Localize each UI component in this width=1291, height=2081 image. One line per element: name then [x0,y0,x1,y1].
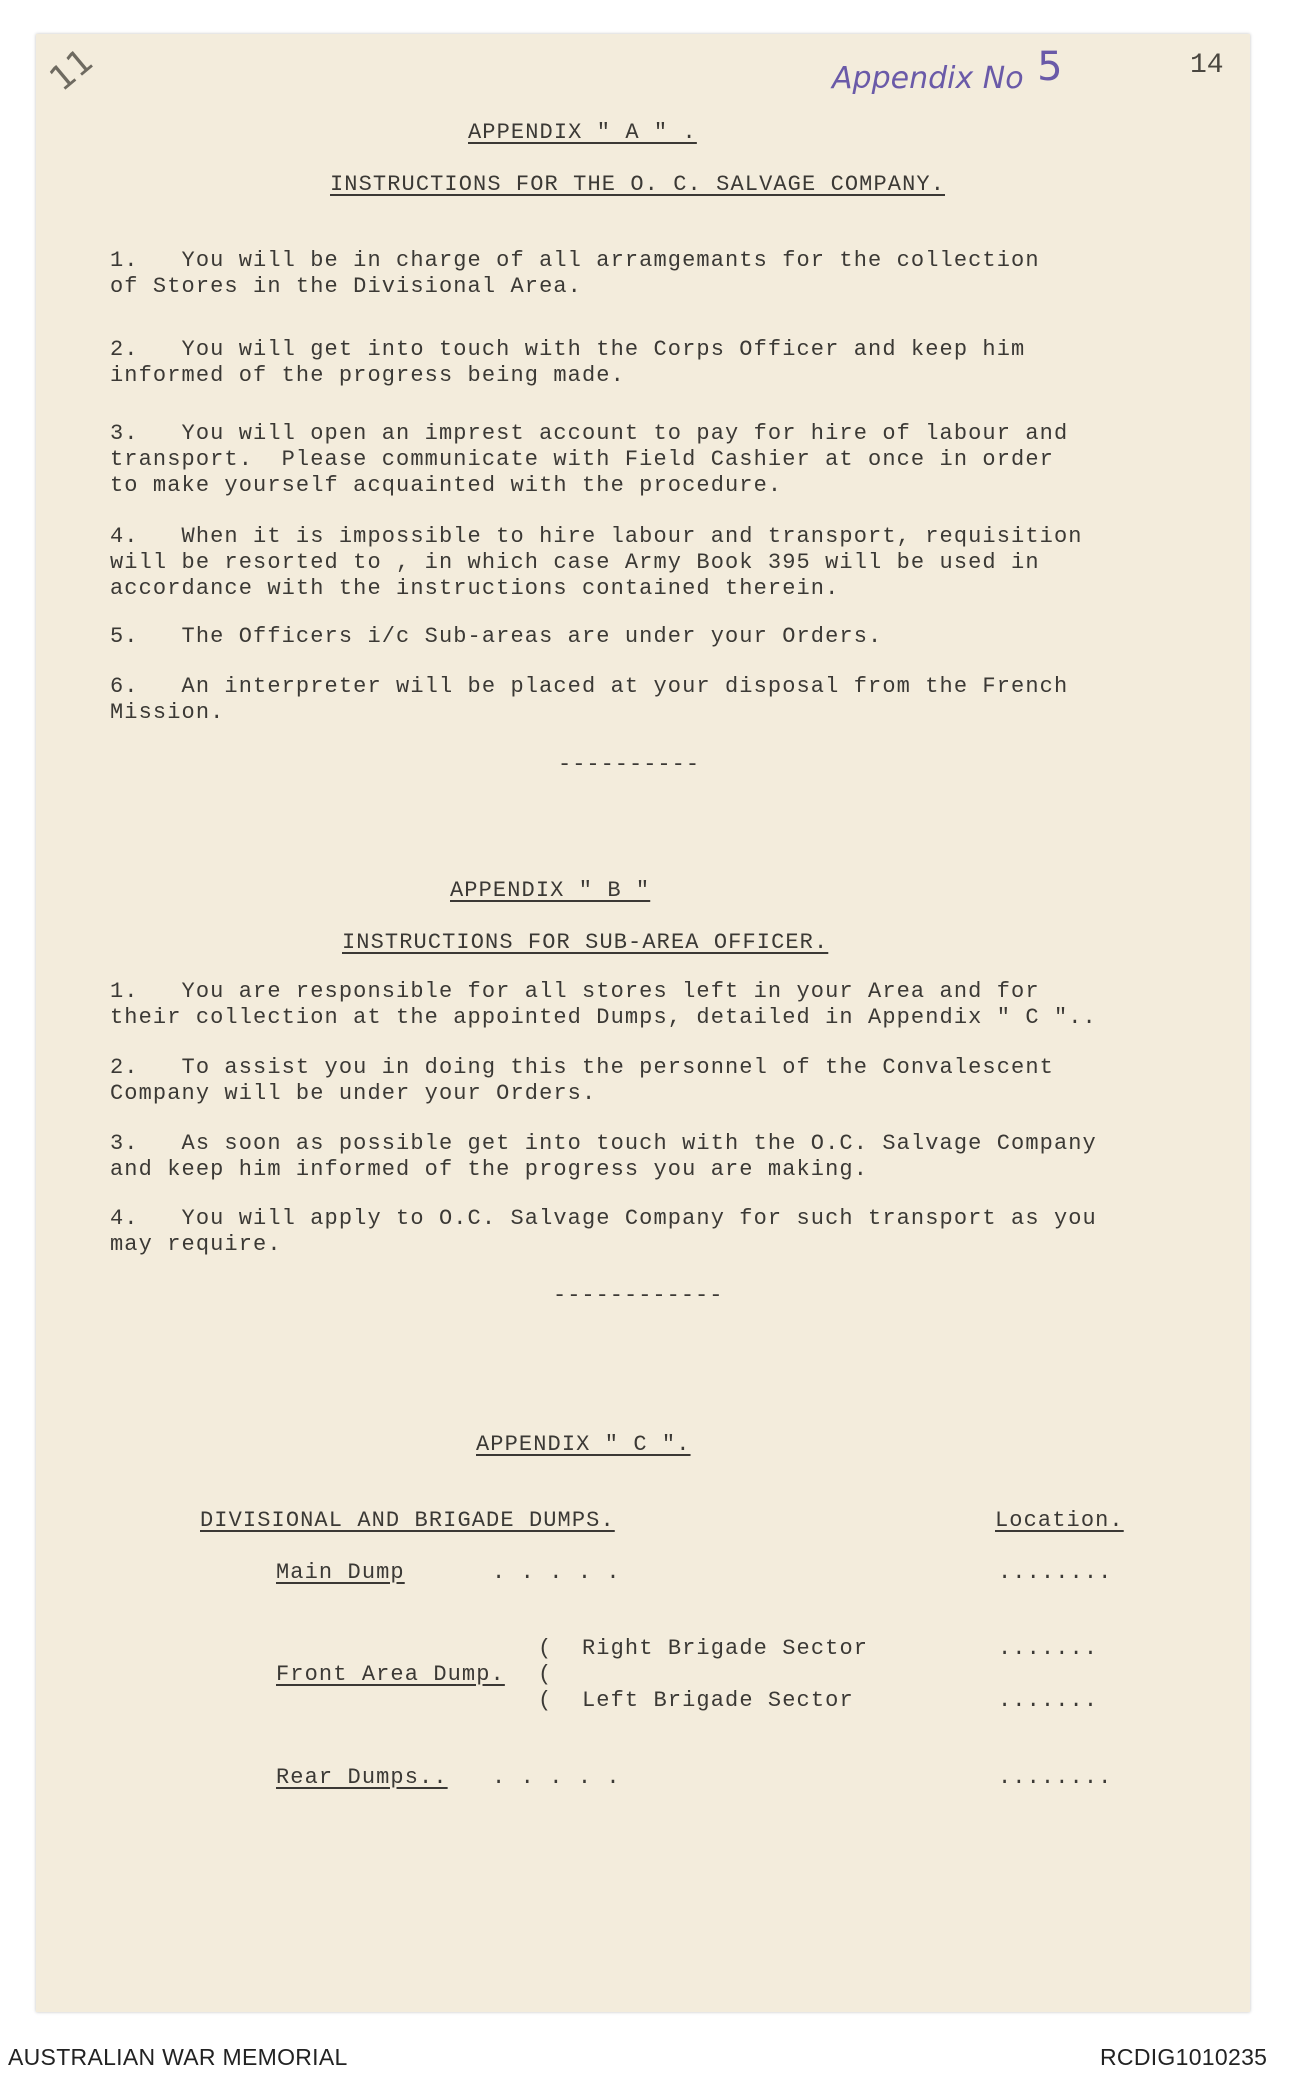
folio-pencil-number: 11 [42,40,102,100]
dumps-table-title: DIVISIONAL AND BRIGADE DUMPS. [200,1508,615,1533]
appendix-a-para-4: 4. When it is impossible to hire labour and transport, requisition will be resorted to , in which case Army Book 395 will be used in accordance with the instructions contained therein. [110,524,1083,601]
front-dump-left-sector: Left Brigade Sector [582,1688,854,1713]
appendix-stamp [832,44,1063,98]
main-dump-leader: . . . . . [492,1560,621,1585]
appendix-b-heading: APPENDIX " B " [450,878,651,903]
appendix-a-para-2: 2. You will get into touch with the Corps Officer and keep him informed of the progress being made. [110,337,1026,388]
appendix-a-heading: APPENDIX " A " . [468,120,697,145]
appendix-b-separator: ------------ [553,1283,724,1308]
page-number: 14 [1190,50,1224,81]
front-dump-right-sector: Right Brigade Sector [582,1636,869,1661]
front-dump-bracket-mid: ( [538,1662,553,1687]
rear-dumps-leader: . . . . . [492,1765,621,1790]
footer-institution: AUSTRALIAN WAR MEMORIAL [8,2044,348,2070]
rear-dumps-label: Rear Dumps.. [276,1765,448,1790]
front-dump-bracket-bottom: ( [538,1688,553,1713]
appendix-a-subheading: INSTRUCTIONS FOR THE O. C. SALVAGE COMPANY. [330,172,945,197]
appendix-a-para-5: 5. The Officers i/c Sub-areas are under your Orders. [110,624,883,649]
appendix-b-para-3: 3. As soon as possible get into touch with the O.C. Salvage Company and keep him informed of the progress you are making. [110,1131,1097,1182]
front-dump-left-location: ....... [998,1688,1099,1713]
rear-dumps-location: ........ [998,1765,1113,1790]
location-header: Location. [995,1508,1124,1533]
appendix-stamp-number: 5 [1037,44,1063,90]
appendix-stamp-label: Appendix No [832,61,1024,96]
appendix-b-para-2: 2. To assist you in doing this the personnel of the Convalescent Company will be under your Orders. [110,1055,1054,1106]
footer-item-id: RCDIG1010235 [1100,2044,1268,2070]
appendix-a-para-3: 3. You will open an imprest account to pay for hire of labour and transport. Please communicate with Field Cashier at once in order to make yourself acquainted with the procedure. [110,421,1069,498]
appendix-b-subheading: INSTRUCTIONS FOR SUB-AREA OFFICER. [342,930,829,955]
front-dump-right-location: ....... [998,1636,1099,1661]
front-dump-label: Front Area Dump. [276,1662,505,1687]
appendix-b-para-4: 4. You will apply to O.C. Salvage Company for such transport as you may require. [110,1206,1097,1257]
main-dump-location: ........ [998,1560,1113,1585]
main-dump-label: Main Dump [276,1560,405,1585]
appendix-c-heading: APPENDIX " C ". [476,1432,691,1457]
appendix-a-para-1: 1. You will be in charge of all arramgemants for the collection of Stores in the Divisional Area. [110,248,1040,299]
appendix-b-para-1: 1. You are responsible for all stores left in your Area and for their collection at the appointed Dumps, detailed in Appendix " C ".. [110,979,1097,1030]
appendix-a-separator: ---------- [558,752,701,777]
appendix-a-para-6: 6. An interpreter will be placed at your disposal from the French Mission. [110,674,1069,725]
front-dump-bracket-top: ( [538,1636,553,1661]
